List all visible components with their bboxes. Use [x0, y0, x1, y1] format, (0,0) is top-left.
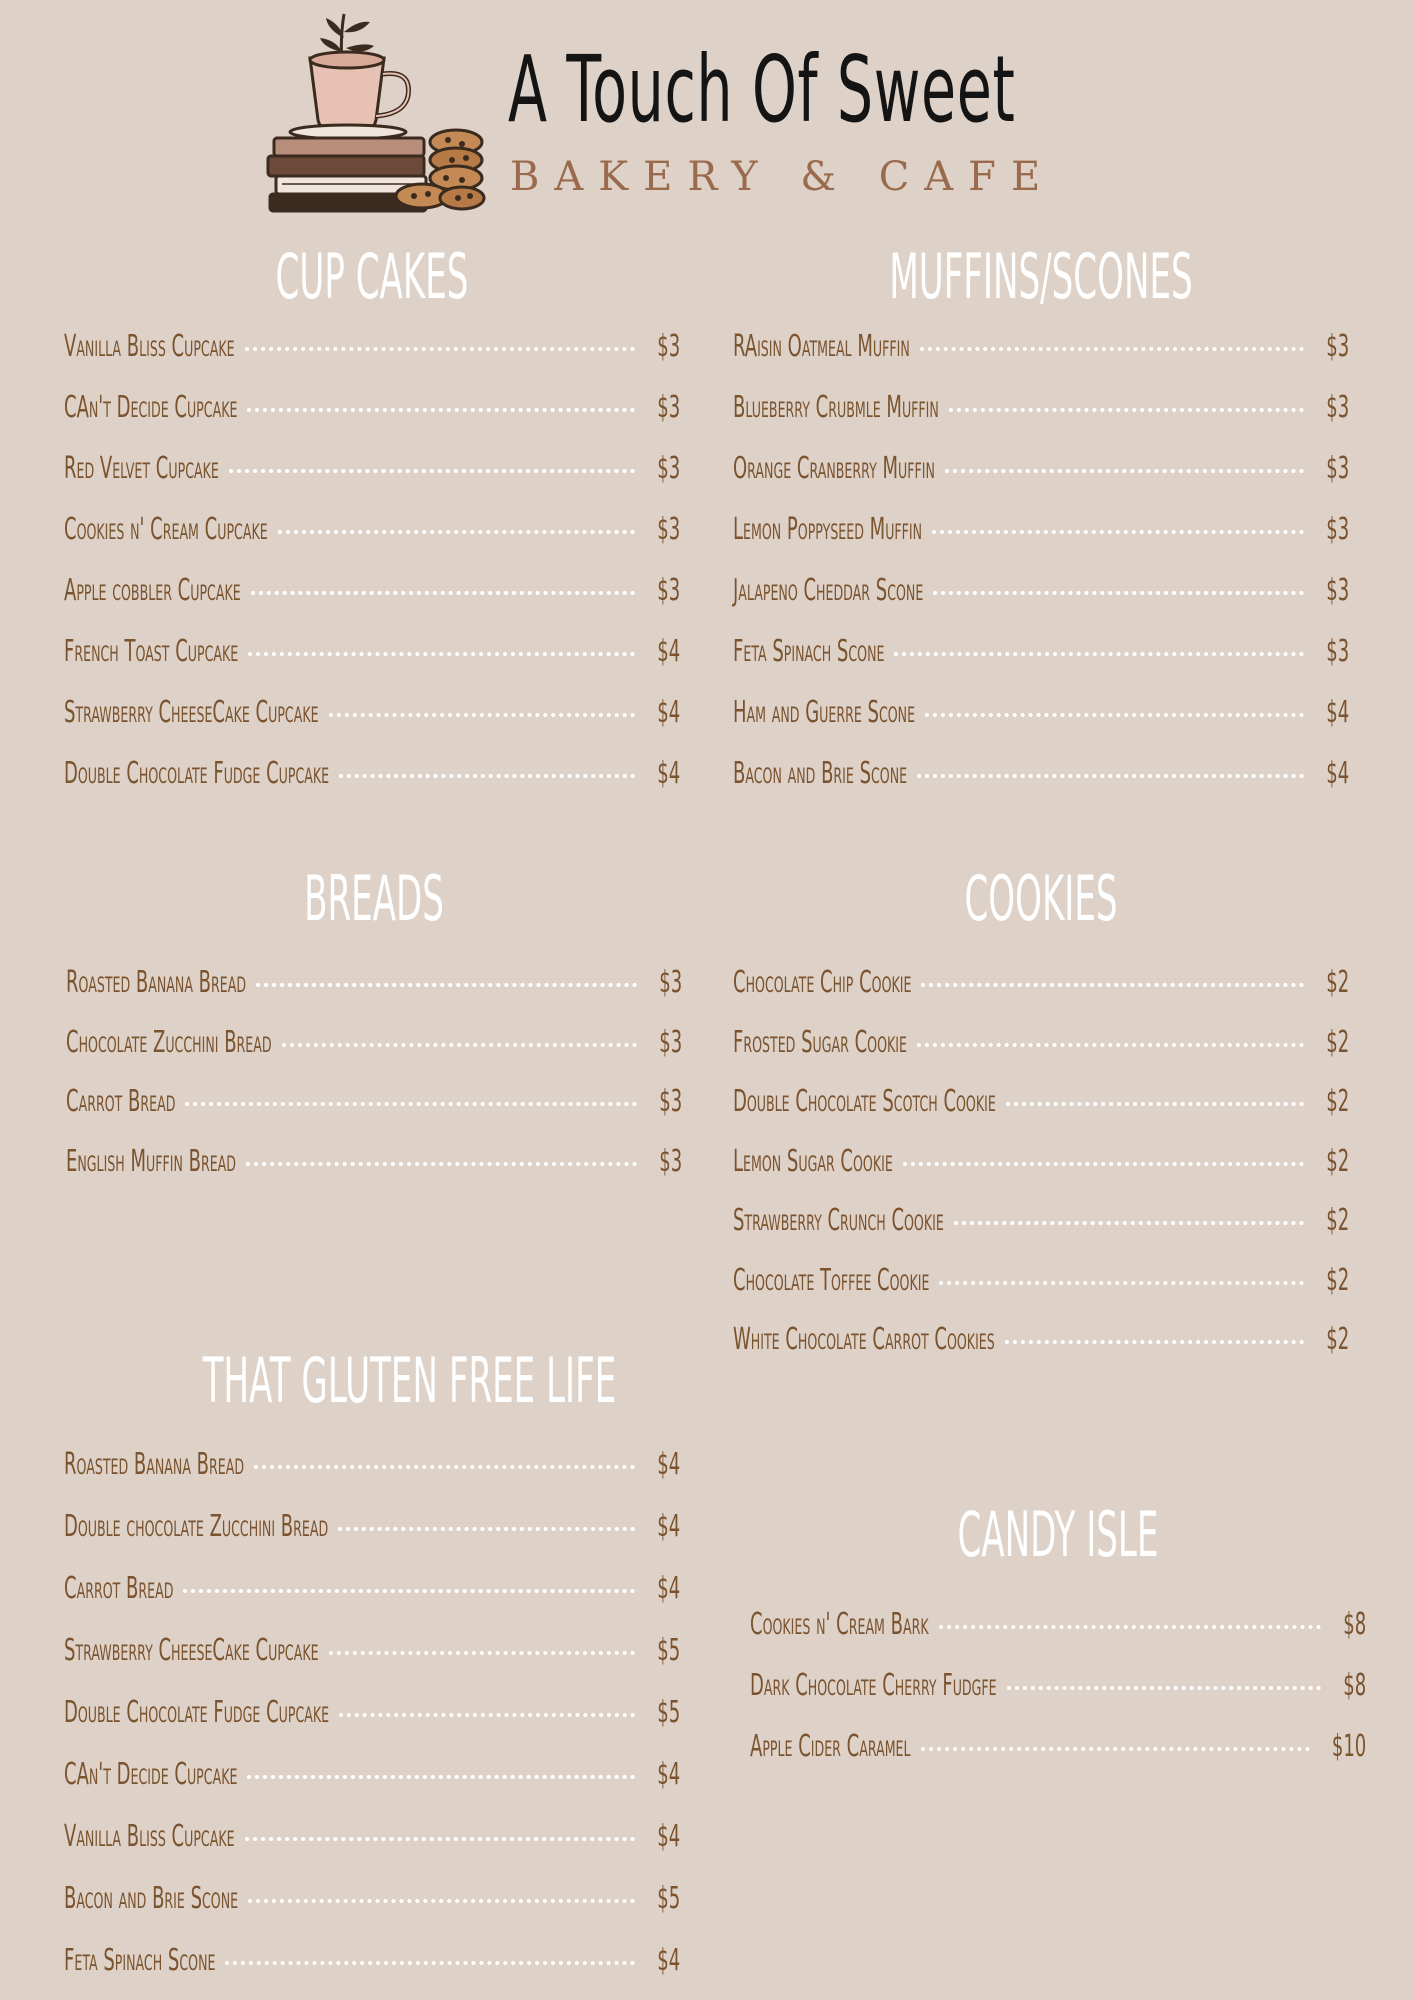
- menu-item: [64, 1447, 680, 1496]
- menu-item-price: $4: [657, 1757, 680, 1792]
- dotted-leader: [329, 1651, 635, 1655]
- menu-item-name: Bacon and Brie Scone: [733, 756, 908, 791]
- menu-item-name: Double Chocolate Scotch Cookie: [733, 1084, 996, 1119]
- menu-header: [0, 0, 1414, 230]
- menu-item-name: Frosted Sugar Cookie: [733, 1024, 907, 1060]
- menu-item-price: $4: [657, 634, 680, 669]
- menu-item: [64, 1695, 680, 1744]
- dotted-leader: [247, 1775, 635, 1779]
- coffee-cup-books-cookies-icon: [262, 8, 488, 213]
- dotted-leader: [229, 469, 635, 473]
- menu-item: [64, 1509, 680, 1558]
- menu-item-name: CAn't Decide Cupcake: [64, 390, 238, 425]
- menu-item-price: $3: [659, 965, 682, 1000]
- menu-item-name: Chocolate Zucchini Bread: [66, 1024, 272, 1060]
- menu-item-price: $3: [1326, 451, 1349, 486]
- menu-item-price: $3: [1326, 634, 1349, 669]
- menu-item-price: $3: [659, 1143, 682, 1179]
- section-title: CANDY ISLE: [957, 1498, 1159, 1571]
- menu-item: [733, 695, 1349, 744]
- menu-item-price: $2: [1326, 1024, 1349, 1060]
- menu-item: [750, 1729, 1366, 1778]
- menu-item-price: $8: [1343, 1607, 1366, 1642]
- menu-item: [64, 1757, 680, 1806]
- menu-item-name: Lemon Sugar Cookie: [733, 1143, 893, 1179]
- menu-item: [733, 756, 1349, 805]
- dotted-leader: [254, 1465, 635, 1469]
- dotted-leader: [954, 1221, 1304, 1225]
- menu-item: [733, 512, 1349, 561]
- menu-item-price: $2: [1326, 965, 1349, 1000]
- section-title: BREADS: [304, 862, 444, 935]
- menu-item: [64, 1819, 680, 1868]
- menu-item-price: $5: [657, 1633, 680, 1668]
- menu-item-price: $3: [1326, 390, 1349, 425]
- menu-item-price: $2: [1326, 1143, 1349, 1179]
- dotted-leader: [1007, 1686, 1321, 1690]
- menu-item: [733, 965, 1349, 1014]
- menu-item: [733, 634, 1349, 683]
- menu-item: [64, 512, 680, 561]
- menu-item-price: $4: [657, 756, 680, 791]
- menu-item-name: Bacon and Brie Scone: [64, 1881, 239, 1916]
- menu-item-price: $2: [1326, 1262, 1349, 1298]
- menu-item: [64, 390, 680, 439]
- menu-item-price: $3: [657, 512, 680, 547]
- menu-item: [733, 1203, 1349, 1252]
- dotted-leader: [247, 408, 635, 412]
- menu-item-price: $4: [657, 695, 680, 730]
- dotted-leader: [256, 983, 637, 987]
- menu-item-price: $2: [1326, 1203, 1349, 1238]
- section-title: MUFFINS/SCONES: [889, 240, 1193, 313]
- dotted-leader: [917, 774, 1304, 778]
- dotted-leader: [185, 1102, 637, 1106]
- menu-item: [733, 1262, 1349, 1312]
- menu-item-name: English Muffin Bread: [66, 1143, 236, 1179]
- menu-item-price: $3: [657, 329, 680, 364]
- menu-item-price: $10: [1331, 1729, 1366, 1764]
- menu-item-price: $3: [1326, 512, 1349, 547]
- menu-item-name: Cookies n' Cream Bark: [750, 1607, 929, 1642]
- dotted-leader: [329, 713, 635, 717]
- dotted-leader: [338, 1527, 635, 1531]
- dotted-leader: [949, 408, 1304, 412]
- brand-subtitle: BAKERY & CAFE: [510, 154, 1056, 200]
- section-title: THAT GLUTEN FREE LIFE: [202, 1344, 617, 1417]
- dotted-leader: [248, 652, 635, 656]
- menu-item: [750, 1668, 1366, 1717]
- dotted-leader: [920, 347, 1304, 351]
- menu-item: [64, 1571, 680, 1620]
- menu-item: [64, 634, 680, 683]
- menu-item-name: Orange Cranberry Muffin: [733, 451, 935, 486]
- menu-item-name: Carrot Bread: [66, 1084, 176, 1119]
- section-gluten-free: [64, 1344, 680, 1990]
- menu-item-price: $4: [657, 1571, 680, 1606]
- menu-item: [733, 573, 1349, 622]
- menu-item-price: $2: [1326, 1322, 1349, 1357]
- menu-item-name: Apple Cider Caramel: [750, 1729, 911, 1764]
- menu-item-price: $3: [657, 573, 680, 608]
- menu-item: [64, 695, 680, 744]
- dotted-leader: [251, 591, 635, 595]
- dotted-leader: [932, 530, 1304, 534]
- menu-item-name: Jalapeno Cheddar Scone: [733, 573, 924, 608]
- section-cupcakes: [64, 240, 680, 806]
- dotted-leader: [933, 591, 1304, 595]
- dotted-leader: [921, 983, 1304, 987]
- menu-item-name: Lemon Poppyseed Muffin: [733, 512, 923, 547]
- menu-item-name: Chocolate Toffee Cookie: [733, 1262, 930, 1298]
- dotted-leader: [339, 774, 635, 778]
- menu-item-price: $4: [657, 1943, 680, 1978]
- menu-item: [733, 329, 1349, 378]
- menu-item-price: $4: [1326, 695, 1349, 730]
- menu-item-price: $8: [1343, 1668, 1366, 1703]
- menu-item: [64, 573, 680, 622]
- dotted-leader: [183, 1589, 635, 1593]
- menu-item-name: RAisin Oatmeal Muffin: [733, 329, 910, 364]
- dotted-leader: [1005, 1340, 1304, 1344]
- menu-item: [750, 1607, 1366, 1656]
- menu-item-price: $3: [657, 451, 680, 486]
- menu-item-name: Strawberry CheeseCake Cupcake: [64, 695, 319, 730]
- menu-item-name: Roasted Banana Bread: [66, 965, 247, 1000]
- dotted-leader: [903, 1162, 1304, 1166]
- dotted-leader: [225, 1961, 635, 1965]
- dotted-leader: [339, 1713, 635, 1717]
- menu-item-name: Red Velvet Cupcake: [64, 451, 219, 486]
- dotted-leader: [278, 530, 635, 534]
- dotted-leader: [282, 1043, 637, 1047]
- menu-item-name: Cookies n' Cream Cupcake: [64, 512, 268, 547]
- menu-item-price: $4: [1326, 756, 1349, 791]
- menu-item: [733, 1024, 1349, 1074]
- menu-item-name: French Toast Cupcake: [64, 634, 239, 669]
- menu-item-price: $4: [657, 1509, 680, 1544]
- section-title: CUP CAKES: [275, 240, 469, 313]
- dotted-leader: [925, 713, 1304, 717]
- menu-item: [733, 1143, 1349, 1193]
- menu-item-name: Strawberry CheeseCake Cupcake: [64, 1633, 319, 1668]
- menu-item-price: $3: [1326, 573, 1349, 608]
- menu-item: [733, 1084, 1349, 1133]
- menu-item-price: $5: [657, 1695, 680, 1730]
- menu-item-name: Carrot Bread: [64, 1571, 174, 1606]
- section-candy-isle: [750, 1498, 1366, 1804]
- menu-item-price: $3: [659, 1084, 682, 1119]
- menu-item: [64, 451, 680, 500]
- menu-item: [66, 1084, 682, 1133]
- menu-item-name: Chocolate Chip Cookie: [733, 965, 912, 1000]
- section-breads: [66, 862, 682, 1188]
- menu-item: [64, 1633, 680, 1682]
- dotted-leader: [939, 1625, 1321, 1629]
- dotted-leader: [245, 347, 635, 351]
- menu-item-name: Vanilla Bliss Cupcake: [64, 329, 235, 364]
- dotted-leader: [245, 1837, 635, 1841]
- menu-item-price: $4: [657, 1819, 680, 1854]
- menu-item-name: Double chocolate Zucchini Bread: [64, 1509, 329, 1544]
- dotted-leader: [248, 1899, 635, 1903]
- menu-item: [66, 965, 682, 1014]
- menu-item-name: Feta Spinach Scone: [64, 1943, 216, 1978]
- menu-item-name: Roasted Banana Bread: [64, 1447, 245, 1482]
- menu-item-price: $2: [1326, 1084, 1349, 1119]
- menu-item: [64, 1881, 680, 1930]
- menu-item: [733, 1322, 1349, 1371]
- dotted-leader: [246, 1162, 637, 1166]
- menu-item-price: $5: [657, 1881, 680, 1916]
- menu-item: [66, 1024, 682, 1074]
- menu-item-name: Strawberry Crunch Cookie: [733, 1203, 944, 1238]
- menu-item-name: Double Chocolate Fudge Cupcake: [64, 756, 330, 791]
- dotted-leader: [945, 469, 1304, 473]
- dotted-leader: [894, 652, 1304, 656]
- menu-item-name: Dark Chocolate Cherry Fudgfe: [750, 1668, 997, 1703]
- menu-item-name: Blueberry Crubmle Muffin: [733, 390, 939, 425]
- menu-item: [64, 329, 680, 378]
- dotted-leader: [939, 1281, 1304, 1285]
- dotted-leader: [921, 1747, 1310, 1751]
- menu-item-name: White Chocolate Carrot Cookies: [733, 1322, 995, 1357]
- menu-item-name: CAn't Decide Cupcake: [64, 1757, 238, 1792]
- menu-item-price: $3: [657, 390, 680, 425]
- menu-item: [64, 756, 680, 805]
- section-muffins-scones: [733, 240, 1349, 806]
- brand-title: A Touch Of Sweet: [508, 36, 1016, 143]
- menu-item-price: $3: [659, 1024, 682, 1060]
- section-title: COOKIES: [964, 862, 1118, 935]
- menu-item: [733, 390, 1349, 439]
- menu-item-price: $4: [657, 1447, 680, 1482]
- section-cookies: [733, 862, 1349, 1368]
- menu-item-name: Apple cobbler Cupcake: [64, 573, 241, 608]
- menu-item-price: $3: [1326, 329, 1349, 364]
- dotted-leader: [917, 1043, 1304, 1047]
- menu-item-name: Ham and Guerre Scone: [733, 695, 916, 730]
- menu-item-name: Double Chocolate Fudge Cupcake: [64, 1695, 330, 1730]
- menu-item-name: Feta Spinach Scone: [733, 634, 885, 669]
- menu-item: [64, 1943, 680, 1992]
- menu-item: [733, 451, 1349, 500]
- dotted-leader: [1006, 1102, 1304, 1106]
- menu-item: [66, 1143, 682, 1193]
- menu-item-name: Vanilla Bliss Cupcake: [64, 1819, 235, 1854]
